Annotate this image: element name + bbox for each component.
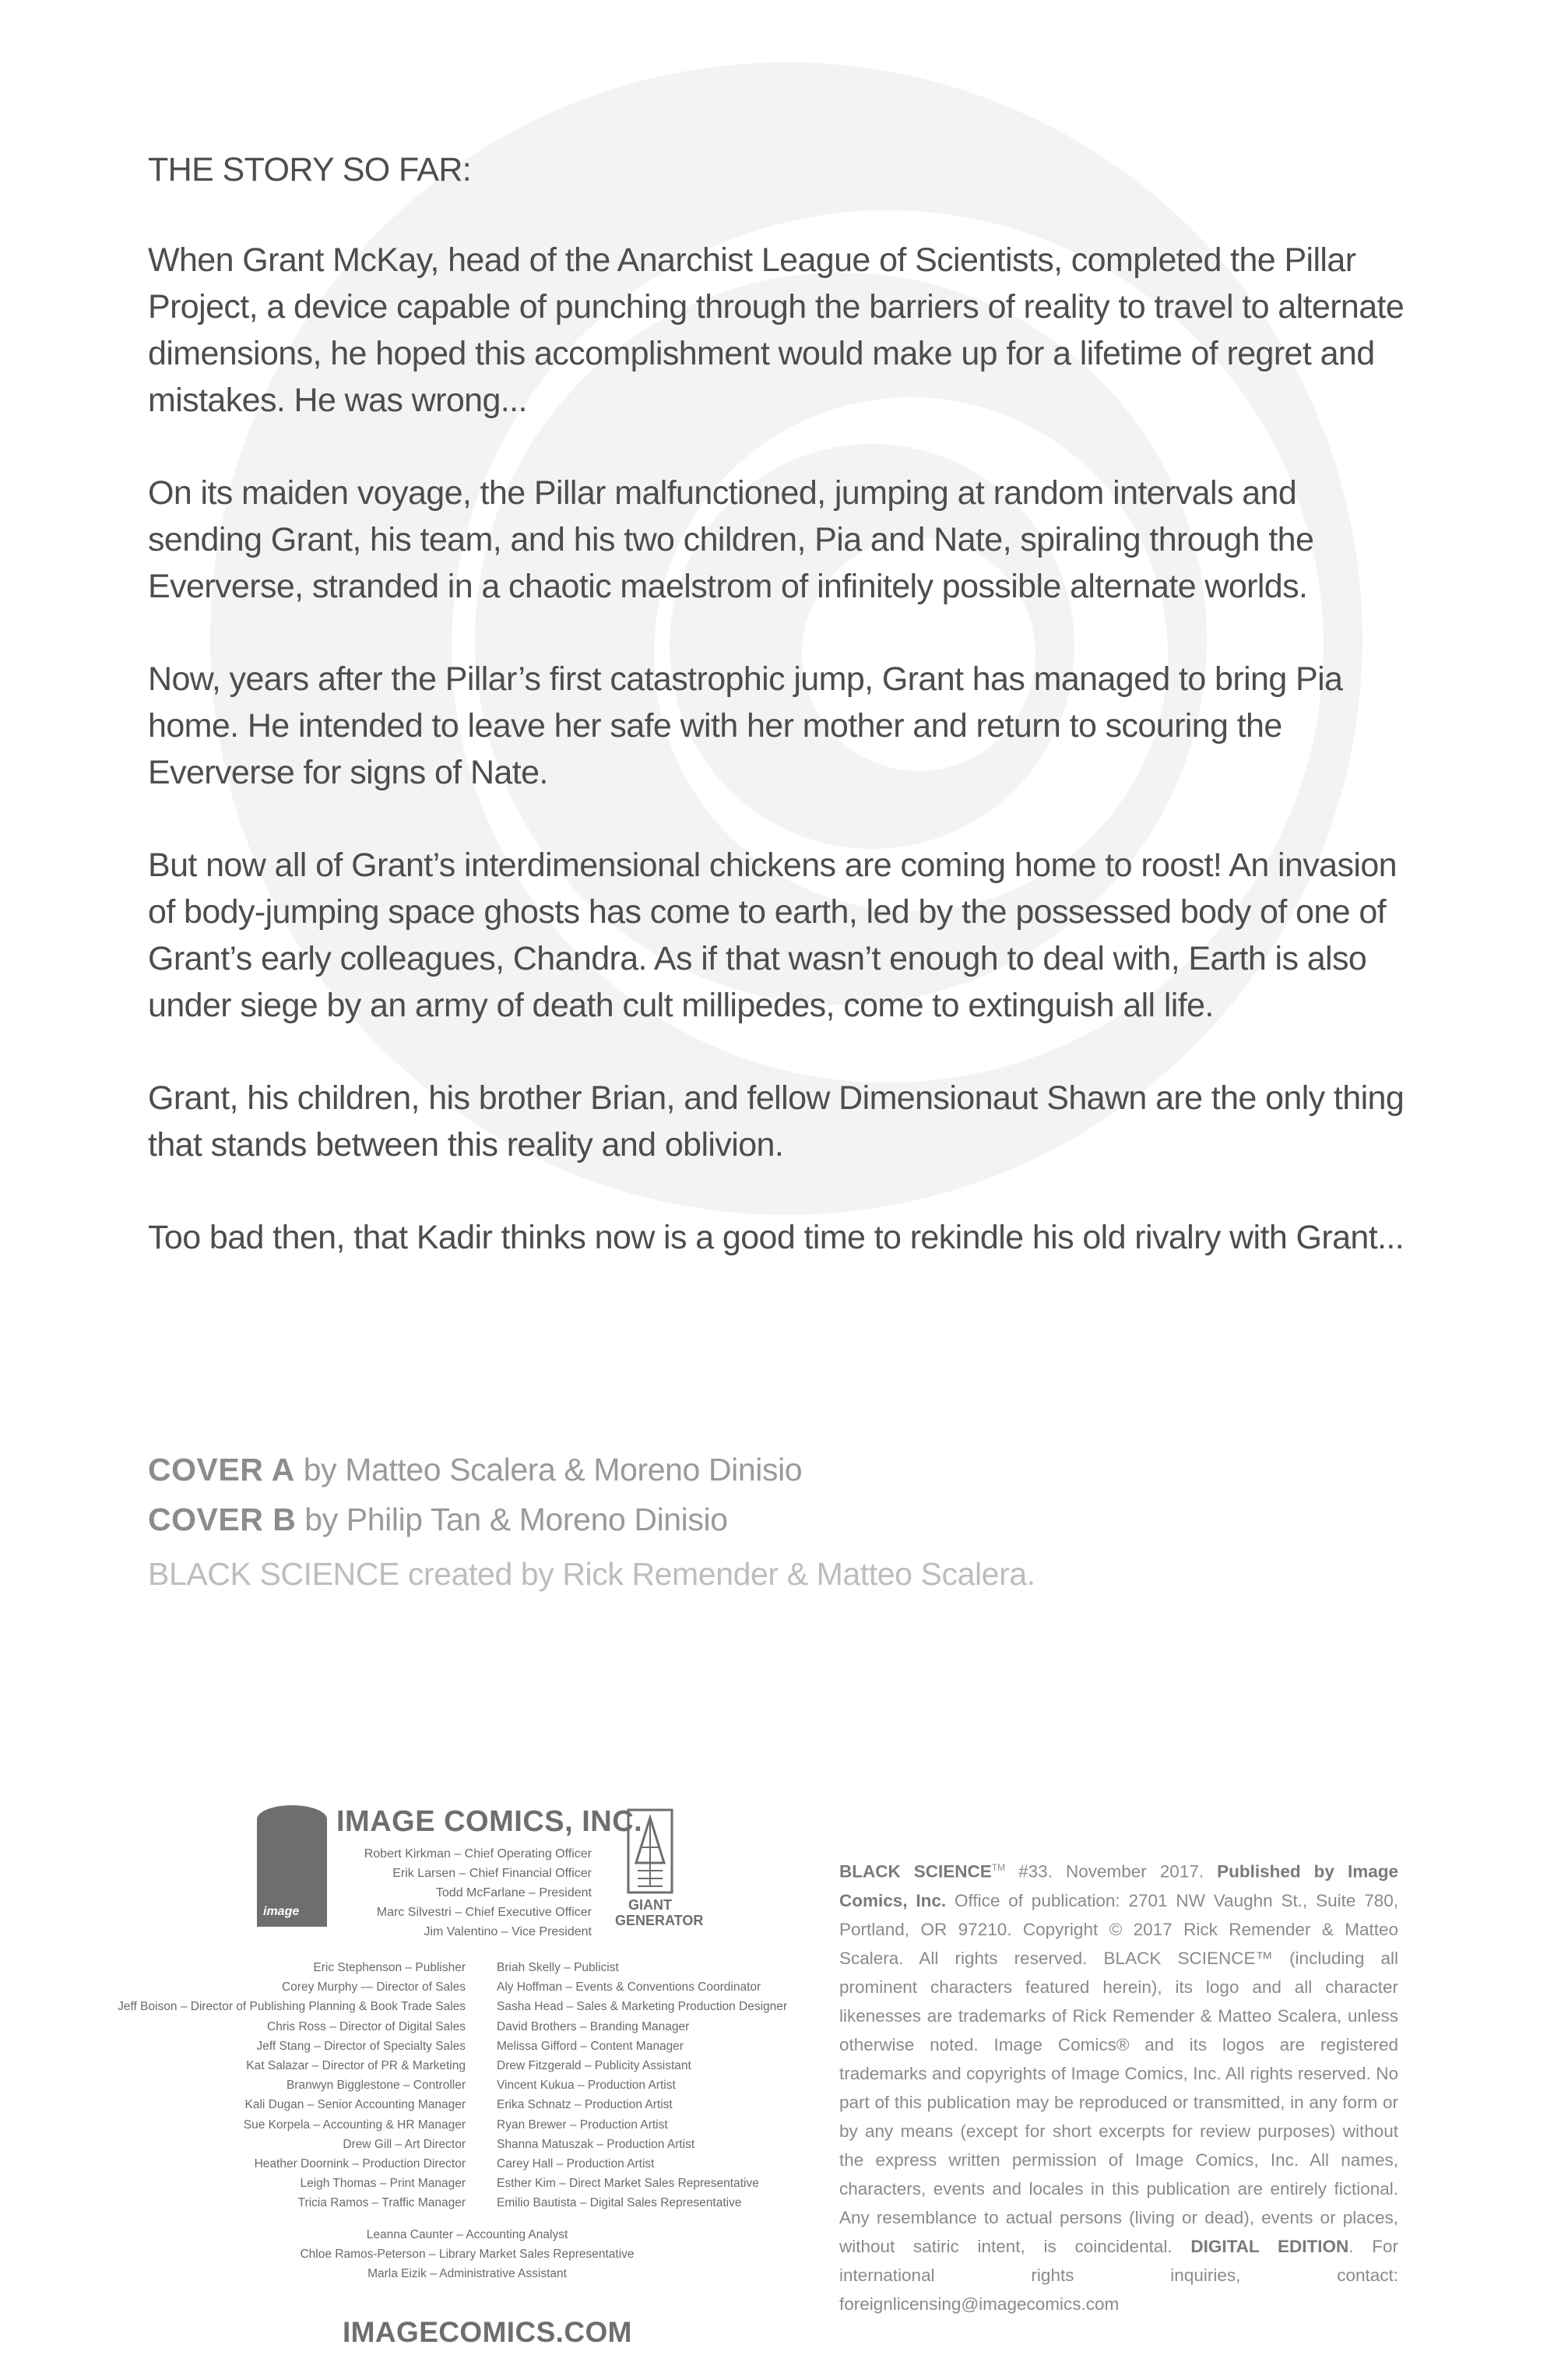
officers-list (202, 1844, 592, 1942)
legal-title: BLACK SCIENCE (839, 1861, 992, 1882)
story-paragraph: When Grant McKay, head of the Anarchist League of Scientists, completed the Pillar Project, a device capable of punching through the barriers of reality to travel to alternate dimensions, he hoped this accomplishment would make up for a lifetime of regret and mistakes. He was wrong... (148, 241, 1405, 419)
giant-word: GIANT (628, 1897, 672, 1913)
staff-member: Shanna Matuszak – Production Artist (497, 2137, 695, 2151)
staff-member: Kat Salazar – Director of PR & Marketing (246, 2059, 466, 2073)
staff-member: Sue Korpela – Accounting & HR Manager (243, 2118, 466, 2132)
staff-list-bottom (272, 2225, 662, 2284)
issue-info: #33. November 2017. (1005, 1861, 1218, 1882)
staff-member: Ryan Brewer – Production Artist (497, 2118, 668, 2132)
staff-list-right (497, 1958, 824, 2213)
staff-member: Melissa Gifford – Content Manager (497, 2039, 684, 2053)
staff-member: Aly Hoffman – Events & Conventions Coordinator (497, 1980, 761, 1994)
cover-a-text: by Matteo Scalera & Moreno Dinisio (294, 1452, 803, 1488)
cover-b-label: COVER B (148, 1502, 297, 1537)
cover-b-credit (148, 1495, 1238, 1544)
image-logo-word: image (263, 1905, 300, 1918)
officer: Robert Kirkman – Chief Operating Officer (364, 1847, 592, 1861)
cover-a-label: COVER A (148, 1452, 295, 1488)
staff-member: Jeff Boison – Director of Publishing Planning & Book Trade Sales (118, 2000, 466, 2014)
legal-body: Office of publication: 2701 NW Vaughn St., Suite 780, Portland, OR 97210. Copyright © 2017 Rick Remender & Matteo Scalera. All rights reserved. BLACK SCIENCE™ (including all prominent characters featured herein), its logo and all character likenesses are trademarks of Rick Remender & Matteo Scalera, unless otherwise noted. Image Comics® and its logos are registered trademarks and copyrights of Image Comics, Inc. All rights reserved. No part of this publication may be reproduced or transmitted, in any form or by any means (except for short excerpts for review purposes) without the express written permission of Image Comics, Inc. All names, characters, events and locales in this publication are entirely fictional. Any resemblance to actual persons (living or dead), events or places, without satiric intent, is coincidental. (839, 1890, 1398, 2256)
cover-credits (148, 1445, 1238, 1599)
officer: Todd McFarlane – President (435, 1886, 592, 1899)
digital-edition-label: DIGITAL EDITION (1190, 2236, 1349, 2256)
staff-member: Tricia Ramos – Traffic Manager (297, 2196, 466, 2210)
legal-indicia (839, 1854, 1398, 2318)
story-paragraph: On its maiden voyage, the Pillar malfunctioned, jumping at random intervals and sending Grant, his team, and his two children, Pia and Nate, spiraling through the Eververse, stranded in a chaotic maelstrom of infinitely possible alternate worlds. (148, 474, 1314, 605)
giant-generator-text (615, 1897, 704, 1928)
staff-member: Jeff Stang – Director of Specialty Sales (256, 2039, 466, 2053)
website-link[interactable]: IMAGECOMICS.COM (343, 2316, 632, 2348)
staff-member: Leigh Thomas – Print Manager (300, 2177, 466, 2191)
officer: Jim Valentino – Vice President (424, 1925, 592, 1938)
staff-member: Emilio Bautista – Digital Sales Representative (497, 2196, 742, 2210)
company-name: IMAGE COMICS, INC. (336, 1805, 643, 1838)
staff-member: Leanna Caunter – Accounting Analyst (366, 2228, 568, 2241)
staff-member: Eric Stephenson – Publisher (313, 1961, 466, 1974)
staff-member: Drew Fitzgerald – Publicity Assistant (497, 2059, 691, 2073)
cover-b-text: by Philip Tan & Moreno Dinisio (296, 1502, 728, 1537)
giant-generator-icon (627, 1808, 673, 1894)
staff-member: Erika Schnatz – Production Artist (497, 2098, 673, 2112)
staff-member: Esther Kim – Direct Market Sales Representative (497, 2177, 759, 2191)
staff-member: Kali Dugan – Senior Accounting Manager (244, 2098, 466, 2112)
staff-member: Marla Eizik – Administrative Assistant (367, 2267, 567, 2281)
staff-member: Chloe Ramos-Peterson – Library Market Sales Representative (300, 2248, 635, 2262)
image-comics-masthead (117, 1805, 802, 2350)
staff-member: Drew Gill – Art Director (343, 2137, 466, 2151)
story-paragraph: Now, years after the Pillar’s first catastrophic jump, Grant has managed to bring Pia home. He intended to leave her safe with her mother and return to scouring the Eververse for signs of Nate. (148, 660, 1343, 791)
story-paragraph: But now all of Grant’s interdimensional chickens are coming home to roost! An invasion of body-jumping space ghosts has come to earth, led by the possessed body of one of Grant’s early colleagues, Chandra. As if that wasn’t enough to deal with, Earth is also under siege by an army of death cult millipedes, come to extinguish all life. (148, 847, 1397, 1024)
officer: Marc Silvestri – Chief Executive Officer (376, 1906, 592, 1919)
staff-member: Carey Hall – Production Artist (497, 2157, 655, 2171)
staff-member: Heather Doornink – Production Director (254, 2157, 466, 2171)
staff-member: David Brothers – Branding Manager (497, 2019, 690, 2033)
staff-member: Sasha Head – Sales & Marketing Production Designer (497, 2000, 788, 2014)
staff-member: Vincent Kukua – Production Artist (497, 2079, 676, 2093)
staff-member: Briah Skelly – Publicist (497, 1961, 619, 1974)
created-by: BLACK SCIENCE created by Rick Remender & Matteo Scalera. (148, 1556, 1035, 1592)
generator-word: GENERATOR (615, 1913, 704, 1928)
giant-generator-logo (615, 1808, 704, 1933)
published-by: Published by Image Comics, Inc. (839, 1861, 1398, 1910)
officer: Erik Larsen – Chief Financial Officer (392, 1867, 592, 1880)
staff-member: Chris Ross – Director of Digital Sales (267, 2019, 466, 2033)
story-paragraph: Too bad then, that Kadir thinks now is a good time to rekindle his old rivalry with Grant... (148, 1219, 1405, 1256)
staff-member: Branwyn Bigglestone – Controller (286, 2079, 466, 2093)
legal-contact: . For international rights inquiries, contact: foreignlicensing@imagecomics.com (839, 2236, 1398, 2314)
trademark-mark: TM (991, 1862, 1006, 1873)
cover-a-credit (148, 1445, 1238, 1495)
story-so-far (148, 146, 1409, 1307)
staff-member: Corey Murphy — Director of Sales (281, 1980, 466, 1994)
story-paragraph: Grant, his children, his brother Brian, and fellow Dimensionaut Shawn are the only thing that stands between this reality and oblivion. (148, 1079, 1405, 1164)
staff-list-left (117, 1958, 466, 2213)
story-heading: THE STORY SO FAR: (148, 151, 472, 188)
